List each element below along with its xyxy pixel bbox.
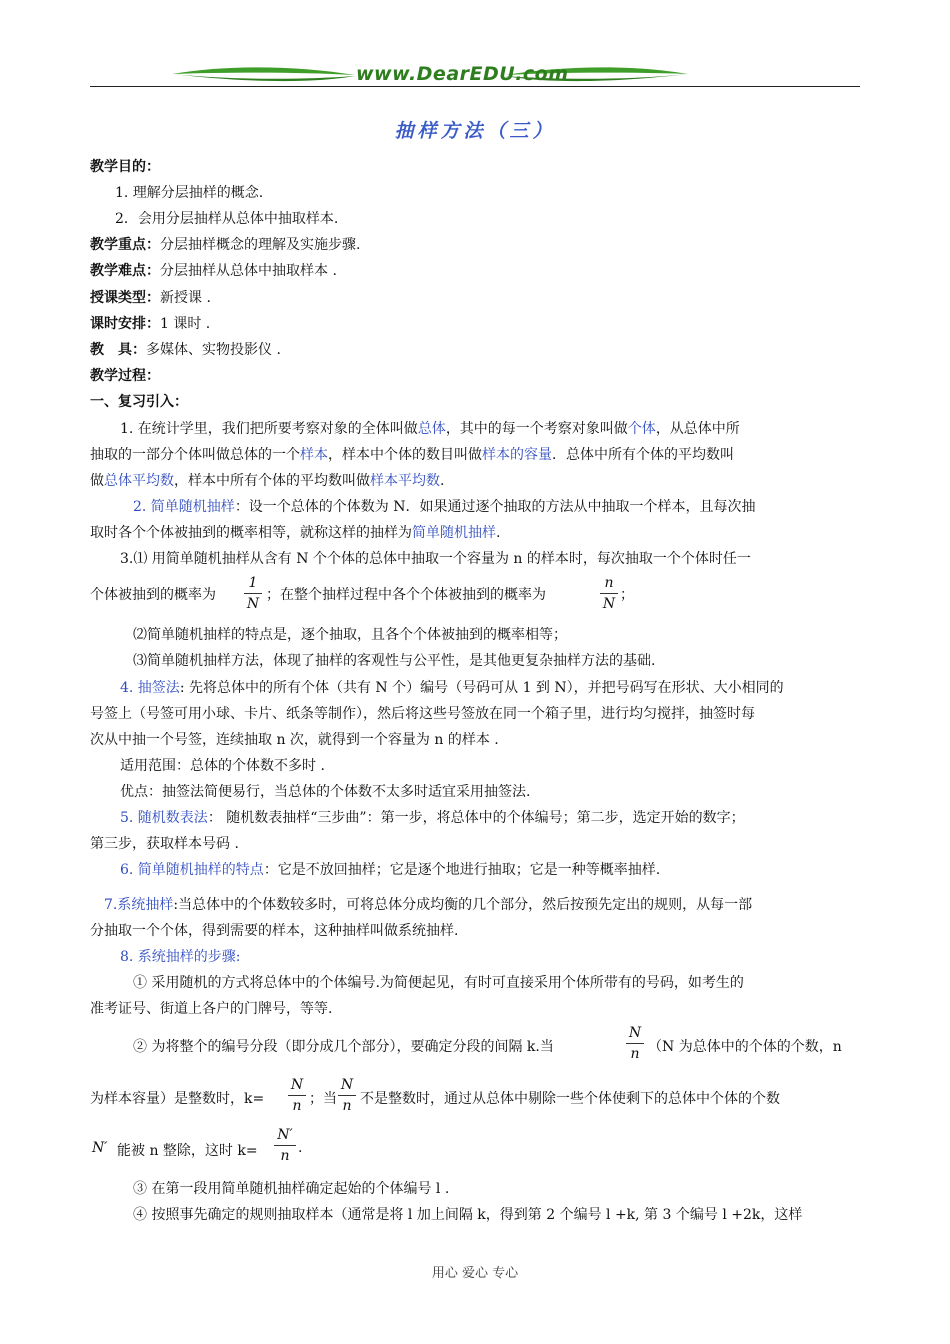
p3-line1: 3.⑴ 用简单随机抽样从含有 N 个个体的总体中抽取一个容量为 n 的样本时，每次抽取一个个体时任一 — [120, 551, 751, 567]
p8-step2c3: . — [298, 1140, 303, 1156]
page-footer: 用心 爱心 专心 — [431, 1266, 519, 1281]
p4-line2: 号签上（号签可用小球、卡片、纸条等制作），然后将这些号签放在同一个箱子里，进行均匀搅拌，抽签时每 — [90, 706, 755, 722]
site-logo[interactable]: www.DearEDU.com — [356, 63, 569, 85]
p4-line3: 次从中抽一个号签，连续抽取 n 次，就得到一个容量为 n 的样本 . — [90, 732, 499, 748]
page-title: 抽样方法（三） — [394, 120, 556, 142]
fraction-1-over-N: 1 N — [244, 576, 262, 611]
p8-step1a: ① 采用随机的方式将总体中的个体编号.为简便起见，有时可直接采用个体所带有的号码，如考生的 — [133, 975, 744, 991]
p8-step2a2: （N 为总体中的个体的个数，n — [648, 1039, 842, 1055]
p1-line1: 1. 在统计学里，我们把所要考察对象的全体叫做总体，其中的每一个考察对象叫做个体，从总体中所 — [120, 421, 740, 437]
type-row: 授课类型：新授课 . — [90, 290, 211, 306]
p8-step2a: ② 为将整个的编号分段（即分成几个部分），要确定分段的间隔 k.当 — [133, 1039, 554, 1055]
p8-step2b1: 为样本容量）是整数时，k= — [90, 1091, 265, 1107]
p4-line5: 优点：抽签法简便易行，当总体的个体数不太多时适宜采用抽签法. — [120, 784, 531, 800]
header-rule — [90, 86, 860, 87]
p7-line1: 7.系统抽样:当总体中的个体数较多时，可将总体分成均衡的几个部分，然后按预先定出的规则，从每一部 — [104, 897, 753, 913]
p3-line3: ⑵简单随机抽样的特点是，逐个抽取，且各个个体被抽到的概率相等； — [133, 627, 567, 643]
p3-line4: ⑶简单随机抽样方法，体现了抽样的客观性与公平性，是其他更复杂抽样方法的基础. — [133, 653, 656, 669]
hours-row: 课时安排：1 课时 . — [90, 316, 211, 332]
process-heading: 教学过程： — [90, 368, 160, 384]
p7-line2: 分抽取一个个体，得到需要的样本，这种抽样叫做系统抽样. — [90, 923, 459, 939]
p8-step2b3: 不是整数时，通过从总体中剔除一些个体使剩下的总体中个体的个数 — [360, 1091, 780, 1107]
p1-line3: 做总体平均数，样本中所有个体的平均数叫做样本平均数. — [90, 473, 445, 489]
difficulty-row: 教学难点：分层抽样从总体中抽取样本 . — [90, 263, 337, 279]
objectives-heading: 教学目的： — [90, 159, 160, 175]
tools-row: 教 具：多媒体、实物投影仪 . — [90, 342, 281, 358]
objective-2: 2．会用分层抽样从总体中抽取样本. — [115, 211, 339, 227]
fraction-N-over-n-a: N n — [626, 1026, 644, 1061]
p8-step3: ③ 在第一段用简单随机抽样确定起始的个体编号 l . — [133, 1181, 450, 1197]
p5-line2: 第三步，获取样本号码 . — [90, 836, 239, 852]
p3-line2b: ；在整个抽样过程中各个个体被抽到的概率为 — [266, 587, 546, 603]
p4-line1: 4. 抽签法: 先将总体中的所有个体（共有 N 个）编号（号码可从 1 到 N），并把号码写在形状、大小相同的 — [120, 680, 784, 696]
p3-line2c: ； — [620, 587, 634, 603]
focus-row: 教学重点：分层抽样概念的理解及实施步骤. — [90, 237, 361, 253]
p4-line4: 适用范围：总体的个体数不多时 . — [120, 758, 325, 774]
p2-line2: 取时各个个体被抽到的概率相等，就称这样的抽样为简单随机抽样. — [90, 525, 501, 541]
p8-step2c2: 能被 n 整除，这时 k= — [117, 1143, 258, 1159]
p8-step2c1: N′ — [92, 1140, 108, 1156]
p8-heading: 8. 系统抽样的步骤: — [120, 949, 241, 965]
fraction-Nprime-over-n: N′ n — [274, 1128, 296, 1163]
fraction-N-over-n-c: N n — [338, 1078, 356, 1113]
objective-1: 1. 理解分层抽样的概念. — [115, 185, 264, 201]
p1-line2: 抽取的一部分个体叫做总体的一个样本，样本中个体的数目叫做样本的容量．总体中所有个体的平均数叫 — [90, 447, 734, 463]
p2-line1: 2. 简单随机抽样：设一个总体的个体数为 N．如果通过逐个抽取的方法从中抽取一个样本，且每次抽 — [133, 499, 756, 515]
fraction-n-over-N: n N — [600, 576, 618, 611]
p8-step4: ④ 按照事先确定的规则抽取样本（通常是将 l 加上间隔 k，得到第 2 个编号 l +k, 第 3 个编号 l +2k，这样 — [133, 1207, 803, 1223]
section-review: 一、复习引入： — [90, 394, 188, 410]
fraction-N-over-n-b: N n — [288, 1078, 306, 1113]
p5-line1: 5. 随机数表法： 随机数表抽样“三步曲”：第一步，将总体中的个体编号；第二步，选定开始的数字； — [120, 810, 745, 826]
p8-step1b: 准考证号、街道上各户的门牌号，等等. — [90, 1001, 333, 1017]
p8-step2b2: ；当 — [309, 1091, 337, 1107]
p6-line1: 6. 简单随机抽样的特点：它是不放回抽样；它是逐个地进行抽取；它是一种等概率抽样. — [120, 862, 661, 878]
p3-line2a: 个体被抽到的概率为 — [90, 587, 216, 603]
